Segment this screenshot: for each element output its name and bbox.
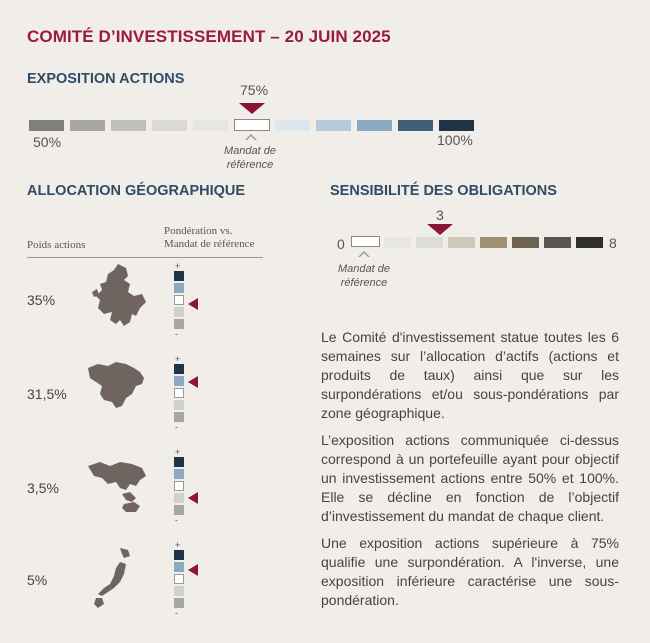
bonds-heading: SENSIBILITÉ DES OBLIGATIONS <box>330 183 557 199</box>
reference-pointer-icon <box>245 134 257 140</box>
japan-map-icon <box>92 546 136 612</box>
geo-gauge-europe: + - <box>174 262 184 337</box>
explanation-paragraph-3: Une exposition actions supérieure à 75% qualifie une surpondération. A l'inverse, une exposition inférieure caractérise une sous-pondération. <box>321 535 619 608</box>
geo-header-divider <box>27 257 263 258</box>
geo-heading: ALLOCATION GÉOGRAPHIQUE <box>27 183 246 199</box>
bonds-max-label: 8 <box>609 235 617 251</box>
geo-marker-asia-pacific <box>188 492 198 504</box>
bonds-value-label: 3 <box>436 207 444 223</box>
geo-marker-japan <box>188 564 198 576</box>
geo-col-position: Pondération vs. Mandat de référence <box>164 225 255 250</box>
geo-col-weight: Poids actions <box>27 239 86 251</box>
geo-weight-north-america: 31,5% <box>27 386 67 402</box>
geo-weight-europe: 35% <box>27 292 56 308</box>
bonds-min-label: 0 <box>337 236 345 252</box>
geo-marker-north-america <box>188 376 198 388</box>
equity-min-label: 50% <box>33 134 62 150</box>
europe-map-icon <box>88 262 148 332</box>
asia-pacific-map-icon <box>86 458 152 514</box>
geo-gauge-asia-pacific: + - <box>174 448 184 523</box>
bonds-reference-pointer-icon <box>358 251 370 257</box>
equity-reference-label: Mandat de référence <box>224 145 276 171</box>
equity-value-label: 75% <box>240 82 269 98</box>
equity-heading: EXPOSITION ACTIONS <box>27 71 185 87</box>
explanation-paragraph-1: Le Comité d'investissement statue toutes les 6 semaines sur l’allocation d’actifs (actions et produits de taux) ainsi que sur les surpondérations et/ou sous-pondérations par zone géographique. <box>321 329 619 421</box>
equity-marker <box>239 103 265 114</box>
geo-weight-asia-pacific: 3,5% <box>27 480 59 496</box>
geo-weight-japan: 5% <box>27 572 48 588</box>
bonds-reference-label: Mandat de référence <box>338 263 390 289</box>
page-title: COMITÉ D’INVESTISSEMENT – 20 JUIN 2025 <box>27 27 391 46</box>
geo-gauge-japan: + - <box>174 541 184 616</box>
equity-max-label: 100% <box>437 132 473 148</box>
explanation-text <box>321 328 619 618</box>
geo-gauge-north-america: + - <box>174 355 184 430</box>
bonds-marker <box>427 224 453 235</box>
north-america-map-icon <box>86 360 148 410</box>
geo-marker-europe <box>188 298 198 310</box>
explanation-paragraph-2: L’exposition actions communiquée ci-dessus correspond à un portefeuille ayant pour objectif un investissement actions entre 50% et 100%. Elle se décline en fonction de l’objectif d’investissement du mandat de chaque client. <box>321 432 619 524</box>
